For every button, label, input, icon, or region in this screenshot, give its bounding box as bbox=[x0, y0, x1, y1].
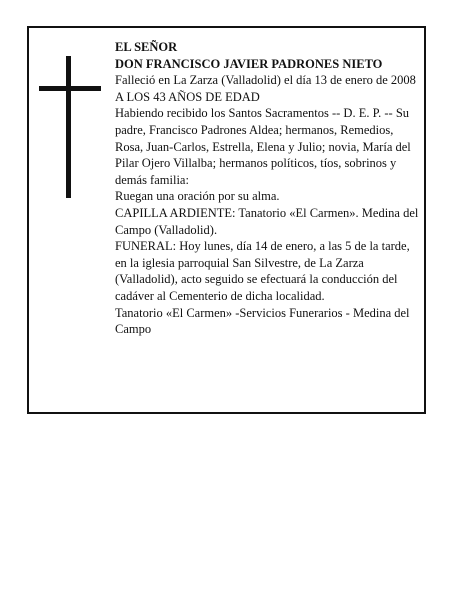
age-line: A LOS 43 AÑOS DE EDAD bbox=[115, 89, 260, 104]
death-statement: Falleció en La Zarza (Valladolid) el día 13 de enero de 2008 bbox=[115, 73, 416, 88]
cross-vertical-bar bbox=[66, 56, 71, 198]
deceased-name: DON FRANCISCO JAVIER PADRONES NIETO bbox=[115, 56, 383, 71]
prayer-request: Ruegan una oración por su alma. bbox=[115, 189, 280, 204]
funeral-info: FUNERAL: Hoy lunes, día 14 de enero, a las 5 de la tarde, en la iglesia parroquial San Silvestre, de La Zarza (Valladolid), acto seguido se efectuará la conducción del cadáver al Cementerio de dicha localidad. bbox=[115, 239, 410, 303]
cross-icon bbox=[39, 56, 101, 198]
chapel-info: CAPILLA ARDIENTE: Tanatorio «El Carmen». Medina del Campo (Valladolid). bbox=[115, 205, 419, 237]
honorific-line: EL SEÑOR bbox=[115, 40, 178, 54]
cross-horizontal-bar bbox=[39, 86, 101, 91]
obituary-notice bbox=[27, 26, 426, 414]
funeral-home: Tanatorio «El Carmen» -Servicios Funerarios - Medina del Campo bbox=[115, 305, 410, 337]
obituary-text bbox=[115, 39, 423, 338]
family-paragraph: Habiendo recibido los Santos Sacramentos -- D. E. P. -- Su padre, Francisco Padrones Aldea; hermanos, Remedios, Rosa, Juan-Carlos, Estrella, Elena y Julio; novia, María del Pilar Ojero Villalba; hermanos políticos, tíos, sobrinos y demás familia: bbox=[115, 106, 411, 187]
